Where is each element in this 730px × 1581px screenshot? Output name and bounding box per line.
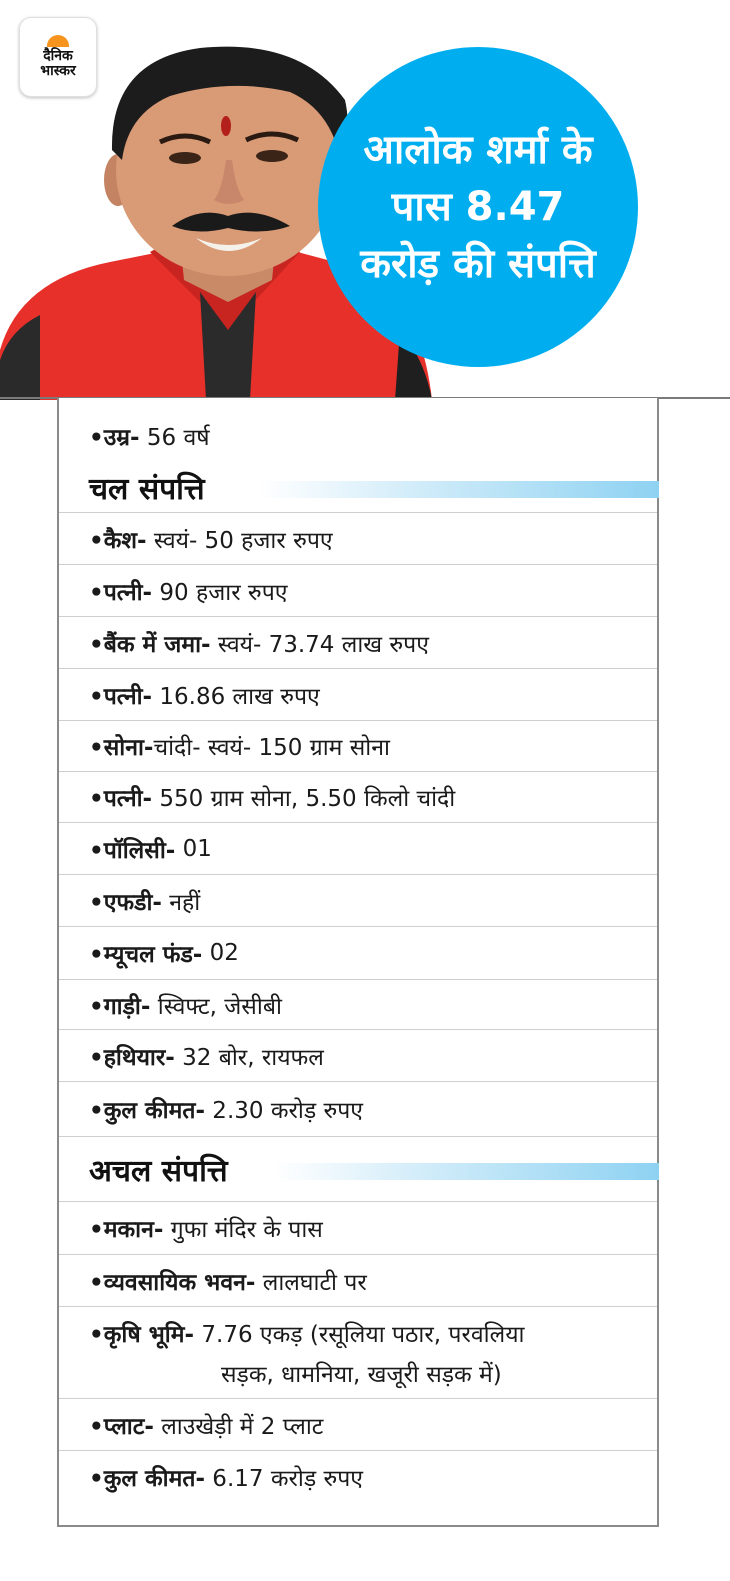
table-row [59, 1202, 657, 1255]
row-value: नहीं [161, 889, 201, 916]
age-value: 56 वर्ष [139, 424, 210, 451]
row-value: चांदी- स्वयं- 150 ग्राम सोना [153, 735, 390, 761]
row-value: लालघाटी पर [255, 1269, 367, 1296]
logo-line-1: दैनिक [43, 48, 73, 64]
row-label: •कैश- [89, 527, 147, 554]
table-row [59, 980, 657, 1030]
table-row [59, 1082, 657, 1137]
immovable-heading: अचल संपत्ति [89, 1153, 228, 1189]
movable-heading-row [59, 463, 657, 513]
row-label: •एफडी- [89, 889, 162, 916]
table-row [59, 1451, 657, 1503]
row-value: 2.30 करोड़ रुपए [205, 1098, 364, 1124]
table-row [59, 823, 657, 875]
row-label: •गाड़ी- [89, 993, 151, 1020]
table-row [59, 875, 657, 927]
row-label: •पत्नी- [89, 683, 153, 710]
assets-table [57, 398, 659, 1527]
title-circle [318, 47, 638, 367]
row-value: 02 [202, 940, 239, 966]
row-label: •पॉलिसी- [89, 837, 176, 864]
table-row [59, 617, 657, 669]
row-value: 32 बोर, रायफल [174, 1044, 324, 1071]
row-value: लाउखेड़ी में 2 प्लाट [153, 1413, 324, 1440]
immovable-heading-row [59, 1137, 657, 1202]
table-row [59, 772, 657, 823]
row-label: •म्यूचल फंड- [89, 942, 203, 968]
age-label: •उम्र- [89, 424, 140, 451]
row-label: •सोना- [89, 735, 154, 761]
table-row [59, 513, 657, 565]
row-label: •कुल कीमत- [89, 1098, 205, 1124]
table-row [59, 927, 657, 980]
row-label: •प्लाट- [89, 1413, 154, 1440]
row-value: 7.76 एकड़ (रसूलिया पठार, परवलिया [194, 1322, 525, 1348]
row-value: स्वयं- 73.74 लाख रुपए [210, 631, 429, 658]
header [0, 0, 730, 400]
row-label: •व्यवसायिक भवन- [89, 1269, 256, 1296]
row-label: •पत्नी- [89, 579, 153, 606]
logo-line-2: भास्कर [40, 63, 76, 79]
table-row [59, 1399, 657, 1451]
table-row [59, 721, 657, 772]
table-row [59, 669, 657, 721]
row-value: गुफा मंदिर के पास [163, 1217, 323, 1243]
heading-band [259, 481, 659, 498]
row-label: •कृषि भूमि- [89, 1322, 195, 1348]
row-label: •कुल कीमत- [89, 1466, 205, 1492]
row-value: स्वयं- 50 हजार रुपए [146, 527, 333, 554]
table-row [59, 1255, 657, 1307]
row-value: 16.86 लाख रुपए [152, 683, 320, 710]
movable-heading: चल संपत्ति [89, 472, 205, 507]
row-value-continued: सड़क, धामनिया, खजूरी सड़क में) [221, 1362, 502, 1388]
row-value: 01 [175, 835, 212, 862]
table-row [59, 565, 657, 617]
table-row [59, 1307, 657, 1399]
row-value: 6.17 करोड़ रुपए [205, 1466, 364, 1492]
row-value: 550 ग्राम सोना, 5.50 किलो चांदी [152, 786, 456, 812]
row-label: •पत्नी- [89, 786, 153, 812]
table-row [59, 1030, 657, 1082]
row-value: 90 हजार रुपए [152, 579, 288, 606]
age-row [59, 408, 657, 463]
heading-band [274, 1163, 659, 1180]
headline: आलोक शर्मा के पास 8.47 करोड़ की संपत्ति [360, 126, 596, 287]
row-label: •हथियार- [89, 1044, 175, 1071]
row-label: •बैंक में जमा- [89, 631, 211, 658]
row-value: स्विफ्ट, जेसीबी [150, 993, 282, 1020]
row-label: •मकान- [89, 1217, 164, 1243]
